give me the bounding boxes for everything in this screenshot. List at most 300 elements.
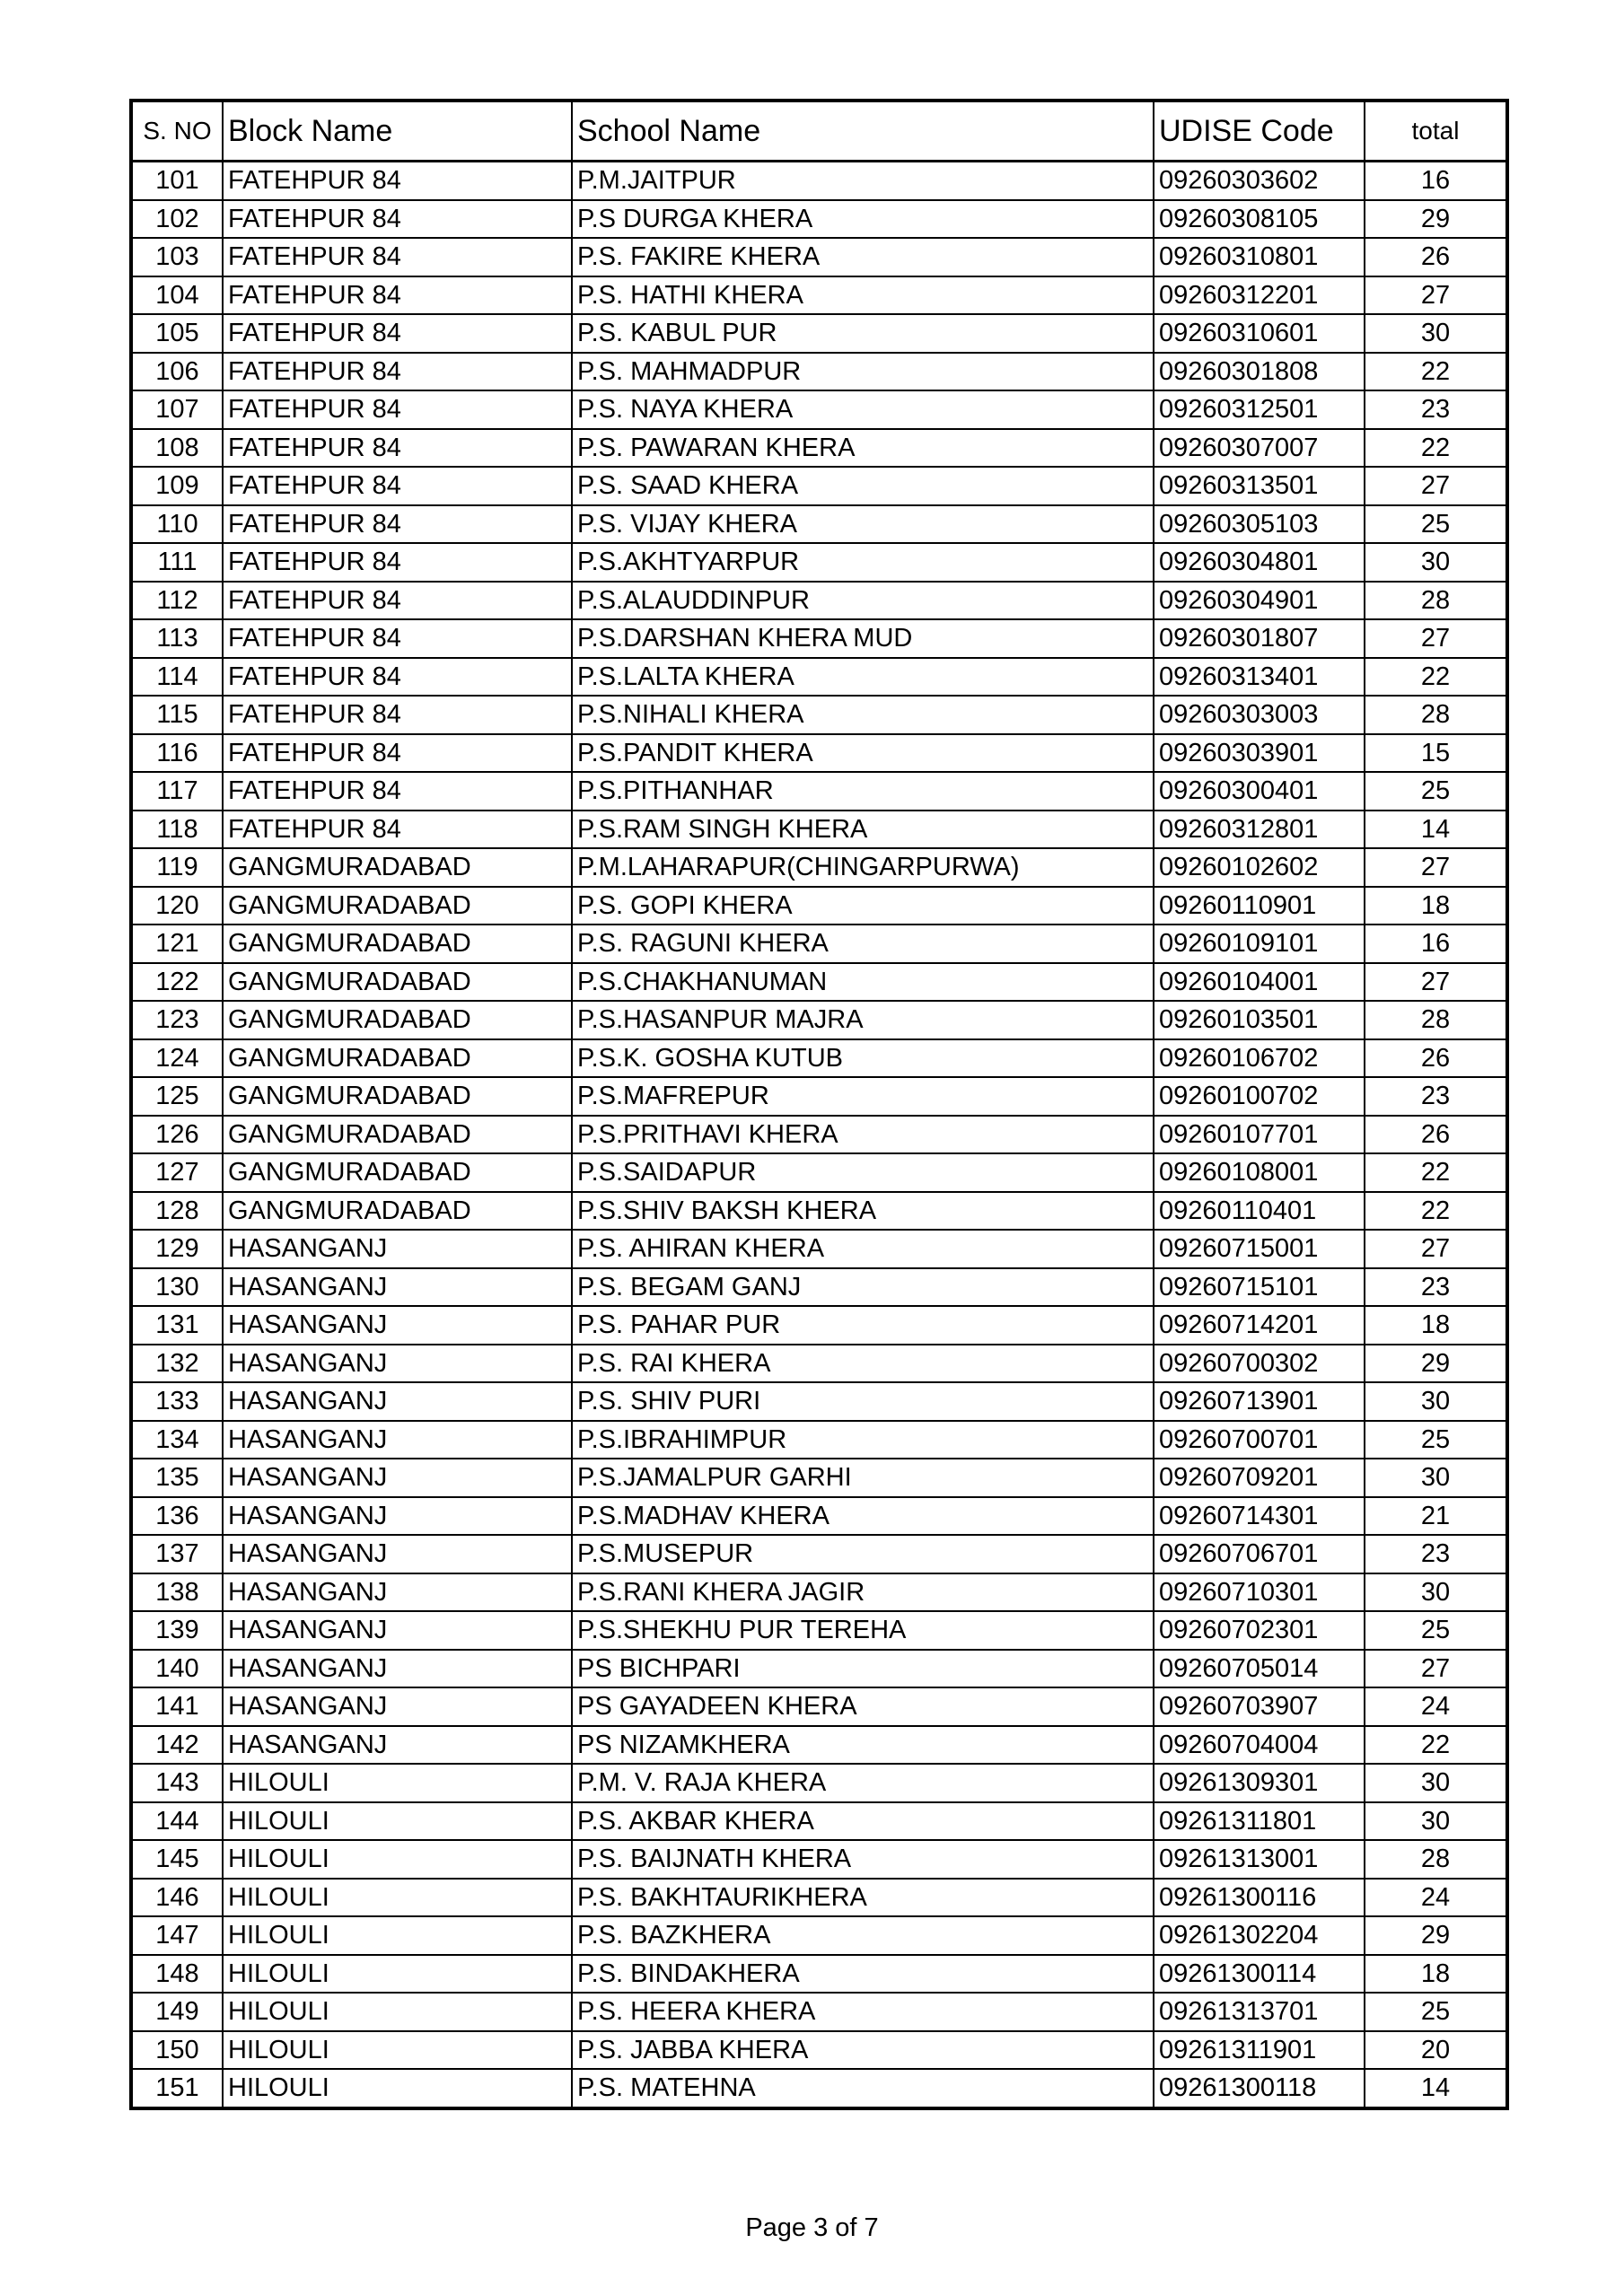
header-serial-number: S. NO bbox=[131, 101, 223, 162]
udise-code-cell: 09260709201 bbox=[1154, 1459, 1365, 1497]
block-name-cell: HILOULI bbox=[223, 1955, 572, 1994]
table-row bbox=[131, 1840, 1507, 1879]
school-name-cell: P.S. PAHAR PUR bbox=[572, 1306, 1154, 1345]
udise-code-cell: 09261300114 bbox=[1154, 1955, 1365, 1994]
udise-code-cell: 09260714301 bbox=[1154, 1497, 1365, 1536]
total-cell: 28 bbox=[1365, 1840, 1507, 1879]
total-cell: 30 bbox=[1365, 1382, 1507, 1421]
total-cell: 21 bbox=[1365, 1497, 1507, 1536]
total-cell: 27 bbox=[1365, 1230, 1507, 1268]
total-cell: 30 bbox=[1365, 543, 1507, 582]
serial-number-cell: 115 bbox=[131, 696, 223, 734]
block-name-cell: FATEHPUR 84 bbox=[223, 200, 572, 239]
school-name-cell: P.M.JAITPUR bbox=[572, 162, 1154, 200]
block-name-cell: GANGMURADABAD bbox=[223, 1039, 572, 1078]
udise-code-cell: 09260706701 bbox=[1154, 1535, 1365, 1573]
serial-number-cell: 141 bbox=[131, 1687, 223, 1726]
header-block-name: Block Name bbox=[223, 101, 572, 162]
serial-number-cell: 145 bbox=[131, 1840, 223, 1879]
table-row bbox=[131, 543, 1507, 582]
udise-code-cell: 09260700701 bbox=[1154, 1421, 1365, 1459]
serial-number-cell: 146 bbox=[131, 1879, 223, 1917]
table-row bbox=[131, 467, 1507, 505]
total-cell: 18 bbox=[1365, 1306, 1507, 1345]
serial-number-cell: 122 bbox=[131, 963, 223, 1002]
table-row bbox=[131, 811, 1507, 849]
header-school-name: School Name bbox=[572, 101, 1154, 162]
serial-number-cell: 133 bbox=[131, 1382, 223, 1421]
block-name-cell: GANGMURADABAD bbox=[223, 1116, 572, 1154]
udise-code-cell: 09260108001 bbox=[1154, 1153, 1365, 1192]
udise-code-cell: 09260714201 bbox=[1154, 1306, 1365, 1345]
table-row bbox=[131, 390, 1507, 429]
serial-number-cell: 105 bbox=[131, 314, 223, 353]
table-row bbox=[131, 1459, 1507, 1497]
block-name-cell: FATEHPUR 84 bbox=[223, 734, 572, 773]
total-cell: 23 bbox=[1365, 1268, 1507, 1307]
school-name-cell: P.S.SAIDAPUR bbox=[572, 1153, 1154, 1192]
serial-number-cell: 151 bbox=[131, 2069, 223, 2108]
serial-number-cell: 136 bbox=[131, 1497, 223, 1536]
udise-code-cell: 09260702301 bbox=[1154, 1611, 1365, 1650]
table-row bbox=[131, 429, 1507, 468]
header-total: total bbox=[1365, 101, 1507, 162]
serial-number-cell: 130 bbox=[131, 1268, 223, 1307]
udise-code-cell: 09260700302 bbox=[1154, 1345, 1365, 1383]
table-row bbox=[131, 1077, 1507, 1116]
block-name-cell: FATEHPUR 84 bbox=[223, 238, 572, 276]
udise-code-cell: 09260713901 bbox=[1154, 1382, 1365, 1421]
total-cell: 26 bbox=[1365, 238, 1507, 276]
udise-code-cell: 09261309301 bbox=[1154, 1764, 1365, 1802]
total-cell: 22 bbox=[1365, 353, 1507, 391]
school-name-cell: P.S.AKHTYARPUR bbox=[572, 543, 1154, 582]
school-name-cell: P.S. GOPI KHERA bbox=[572, 887, 1154, 925]
total-cell: 25 bbox=[1365, 1993, 1507, 2031]
block-name-cell: FATEHPUR 84 bbox=[223, 811, 572, 849]
school-name-cell: P.S.ALAUDDINPUR bbox=[572, 582, 1154, 620]
udise-code-cell: 09260304901 bbox=[1154, 582, 1365, 620]
total-cell: 27 bbox=[1365, 467, 1507, 505]
school-name-cell: P.S. PAWARAN KHERA bbox=[572, 429, 1154, 468]
udise-code-cell: 09261311801 bbox=[1154, 1802, 1365, 1841]
total-cell: 23 bbox=[1365, 1077, 1507, 1116]
table-row bbox=[131, 1039, 1507, 1078]
table-row bbox=[131, 582, 1507, 620]
total-cell: 29 bbox=[1365, 200, 1507, 239]
total-cell: 18 bbox=[1365, 887, 1507, 925]
serial-number-cell: 149 bbox=[131, 1993, 223, 2031]
udise-code-cell: 09260110901 bbox=[1154, 887, 1365, 925]
serial-number-cell: 150 bbox=[131, 2031, 223, 2070]
header-udise-code: UDISE Code bbox=[1154, 101, 1365, 162]
school-name-cell: P.S.HASANPUR MAJRA bbox=[572, 1001, 1154, 1039]
table-row bbox=[131, 2069, 1507, 2108]
udise-code-cell: 09261311901 bbox=[1154, 2031, 1365, 2070]
school-name-cell: P.S.RAM SINGH KHERA bbox=[572, 811, 1154, 849]
table-row bbox=[131, 353, 1507, 391]
block-name-cell: HILOULI bbox=[223, 1764, 572, 1802]
serial-number-cell: 110 bbox=[131, 505, 223, 544]
total-cell: 30 bbox=[1365, 1764, 1507, 1802]
block-name-cell: FATEHPUR 84 bbox=[223, 467, 572, 505]
total-cell: 14 bbox=[1365, 811, 1507, 849]
block-name-cell: FATEHPUR 84 bbox=[223, 772, 572, 811]
table-row bbox=[131, 200, 1507, 239]
table-row bbox=[131, 1497, 1507, 1536]
serial-number-cell: 128 bbox=[131, 1192, 223, 1231]
table-row bbox=[131, 1421, 1507, 1459]
school-table bbox=[129, 99, 1509, 2110]
block-name-cell: HASANGANJ bbox=[223, 1382, 572, 1421]
serial-number-cell: 126 bbox=[131, 1116, 223, 1154]
block-name-cell: HILOULI bbox=[223, 1840, 572, 1879]
serial-number-cell: 140 bbox=[131, 1650, 223, 1688]
school-name-cell: P.S.IBRAHIMPUR bbox=[572, 1421, 1154, 1459]
block-name-cell: GANGMURADABAD bbox=[223, 1001, 572, 1039]
block-name-cell: HASANGANJ bbox=[223, 1726, 572, 1765]
total-cell: 27 bbox=[1365, 1650, 1507, 1688]
udise-code-cell: 09260704004 bbox=[1154, 1726, 1365, 1765]
block-name-cell: FATEHPUR 84 bbox=[223, 276, 572, 315]
udise-code-cell: 09260715101 bbox=[1154, 1268, 1365, 1307]
serial-number-cell: 102 bbox=[131, 200, 223, 239]
block-name-cell: HASANGANJ bbox=[223, 1306, 572, 1345]
table-row bbox=[131, 772, 1507, 811]
serial-number-cell: 121 bbox=[131, 925, 223, 963]
udise-code-cell: 09260304801 bbox=[1154, 543, 1365, 582]
serial-number-cell: 114 bbox=[131, 658, 223, 697]
udise-code-cell: 09261300118 bbox=[1154, 2069, 1365, 2108]
serial-number-cell: 111 bbox=[131, 543, 223, 582]
school-name-cell: P.S.SHIV BAKSH KHERA bbox=[572, 1192, 1154, 1231]
block-name-cell: HASANGANJ bbox=[223, 1459, 572, 1497]
school-name-cell: P.S. BAIJNATH KHERA bbox=[572, 1840, 1154, 1879]
block-name-cell: FATEHPUR 84 bbox=[223, 696, 572, 734]
udise-code-cell: 09260312201 bbox=[1154, 276, 1365, 315]
udise-code-cell: 09260303003 bbox=[1154, 696, 1365, 734]
block-name-cell: HILOULI bbox=[223, 1802, 572, 1841]
table-row bbox=[131, 887, 1507, 925]
table-row bbox=[131, 1153, 1507, 1192]
table-row bbox=[131, 658, 1507, 697]
serial-number-cell: 101 bbox=[131, 162, 223, 200]
school-name-cell: P.S.MAFREPUR bbox=[572, 1077, 1154, 1116]
school-name-cell: P.S DURGA KHERA bbox=[572, 200, 1154, 239]
udise-code-cell: 09260301808 bbox=[1154, 353, 1365, 391]
total-cell: 30 bbox=[1365, 1459, 1507, 1497]
school-name-cell: PS BICHPARI bbox=[572, 1650, 1154, 1688]
block-name-cell: HASANGANJ bbox=[223, 1497, 572, 1536]
table-row bbox=[131, 1650, 1507, 1688]
total-cell: 27 bbox=[1365, 276, 1507, 315]
udise-code-cell: 09260103501 bbox=[1154, 1001, 1365, 1039]
udise-code-cell: 09261302204 bbox=[1154, 1916, 1365, 1955]
table-row bbox=[131, 696, 1507, 734]
block-name-cell: HILOULI bbox=[223, 1916, 572, 1955]
block-name-cell: HASANGANJ bbox=[223, 1611, 572, 1650]
udise-code-cell: 09260313501 bbox=[1154, 467, 1365, 505]
total-cell: 25 bbox=[1365, 1421, 1507, 1459]
udise-code-cell: 09261313001 bbox=[1154, 1840, 1365, 1879]
school-name-cell: P.S.MUSEPUR bbox=[572, 1535, 1154, 1573]
udise-code-cell: 09260312801 bbox=[1154, 811, 1365, 849]
total-cell: 27 bbox=[1365, 619, 1507, 658]
total-cell: 22 bbox=[1365, 658, 1507, 697]
serial-number-cell: 123 bbox=[131, 1001, 223, 1039]
table-row bbox=[131, 1879, 1507, 1917]
block-name-cell: FATEHPUR 84 bbox=[223, 353, 572, 391]
table-header bbox=[131, 101, 1507, 162]
school-name-cell: P.S. VIJAY KHERA bbox=[572, 505, 1154, 544]
school-name-cell: P.S.DARSHAN KHERA MUD bbox=[572, 619, 1154, 658]
total-cell: 25 bbox=[1365, 505, 1507, 544]
udise-code-cell: 09260303602 bbox=[1154, 162, 1365, 200]
serial-number-cell: 147 bbox=[131, 1916, 223, 1955]
table-row bbox=[131, 1916, 1507, 1955]
school-name-cell: P.M.LAHARAPUR(CHINGARPURWA) bbox=[572, 848, 1154, 887]
block-name-cell: FATEHPUR 84 bbox=[223, 390, 572, 429]
total-cell: 28 bbox=[1365, 1001, 1507, 1039]
serial-number-cell: 139 bbox=[131, 1611, 223, 1650]
table-row bbox=[131, 1001, 1507, 1039]
serial-number-cell: 103 bbox=[131, 238, 223, 276]
total-cell: 30 bbox=[1365, 314, 1507, 353]
serial-number-cell: 135 bbox=[131, 1459, 223, 1497]
total-cell: 26 bbox=[1365, 1116, 1507, 1154]
total-cell: 27 bbox=[1365, 963, 1507, 1002]
table-row bbox=[131, 314, 1507, 353]
table-row bbox=[131, 1382, 1507, 1421]
block-name-cell: HILOULI bbox=[223, 2031, 572, 2070]
school-name-cell: P.S.RANI KHERA JAGIR bbox=[572, 1573, 1154, 1612]
table-row bbox=[131, 2031, 1507, 2070]
total-cell: 15 bbox=[1365, 734, 1507, 773]
serial-number-cell: 112 bbox=[131, 582, 223, 620]
table-row bbox=[131, 162, 1507, 200]
total-cell: 23 bbox=[1365, 1535, 1507, 1573]
school-name-cell: P.S. SHIV PURI bbox=[572, 1382, 1154, 1421]
school-name-cell: P.S. BAZKHERA bbox=[572, 1916, 1154, 1955]
udise-code-cell: 09260110401 bbox=[1154, 1192, 1365, 1231]
block-name-cell: GANGMURADABAD bbox=[223, 1077, 572, 1116]
block-name-cell: GANGMURADABAD bbox=[223, 925, 572, 963]
total-cell: 24 bbox=[1365, 1879, 1507, 1917]
block-name-cell: HASANGANJ bbox=[223, 1230, 572, 1268]
udise-code-cell: 09260705014 bbox=[1154, 1650, 1365, 1688]
udise-code-cell: 09260301807 bbox=[1154, 619, 1365, 658]
table-row bbox=[131, 1116, 1507, 1154]
school-name-cell: P.S. AKBAR KHERA bbox=[572, 1802, 1154, 1841]
table-row bbox=[131, 1802, 1507, 1841]
page-number: Page 3 of 7 bbox=[745, 2213, 879, 2242]
serial-number-cell: 137 bbox=[131, 1535, 223, 1573]
serial-number-cell: 131 bbox=[131, 1306, 223, 1345]
school-name-cell: P.S. HEERA KHERA bbox=[572, 1993, 1154, 2031]
school-name-cell: P.S.K. GOSHA KUTUB bbox=[572, 1039, 1154, 1078]
serial-number-cell: 134 bbox=[131, 1421, 223, 1459]
serial-number-cell: 109 bbox=[131, 467, 223, 505]
udise-code-cell: 09261313701 bbox=[1154, 1993, 1365, 2031]
serial-number-cell: 148 bbox=[131, 1955, 223, 1994]
table-row bbox=[131, 1306, 1507, 1345]
udise-code-cell: 09260710301 bbox=[1154, 1573, 1365, 1612]
block-name-cell: HASANGANJ bbox=[223, 1687, 572, 1726]
udise-code-cell: 09260102602 bbox=[1154, 848, 1365, 887]
serial-number-cell: 144 bbox=[131, 1802, 223, 1841]
total-cell: 29 bbox=[1365, 1916, 1507, 1955]
table-row bbox=[131, 276, 1507, 315]
block-name-cell: FATEHPUR 84 bbox=[223, 658, 572, 697]
total-cell: 28 bbox=[1365, 582, 1507, 620]
table-row bbox=[131, 1192, 1507, 1231]
block-name-cell: FATEHPUR 84 bbox=[223, 619, 572, 658]
serial-number-cell: 138 bbox=[131, 1573, 223, 1612]
school-name-cell: P.S.CHAKHANUMAN bbox=[572, 963, 1154, 1002]
total-cell: 28 bbox=[1365, 696, 1507, 734]
udise-code-cell: 09260109101 bbox=[1154, 925, 1365, 963]
block-name-cell: HASANGANJ bbox=[223, 1345, 572, 1383]
total-cell: 22 bbox=[1365, 1726, 1507, 1765]
udise-code-cell: 09261300116 bbox=[1154, 1879, 1365, 1917]
serial-number-cell: 124 bbox=[131, 1039, 223, 1078]
total-cell: 16 bbox=[1365, 162, 1507, 200]
block-name-cell: HILOULI bbox=[223, 1879, 572, 1917]
table-row bbox=[131, 1726, 1507, 1765]
block-name-cell: FATEHPUR 84 bbox=[223, 429, 572, 468]
serial-number-cell: 125 bbox=[131, 1077, 223, 1116]
table-row bbox=[131, 1268, 1507, 1307]
udise-code-cell: 09260307007 bbox=[1154, 429, 1365, 468]
block-name-cell: GANGMURADABAD bbox=[223, 1153, 572, 1192]
serial-number-cell: 108 bbox=[131, 429, 223, 468]
school-name-cell: P.S. NAYA KHERA bbox=[572, 390, 1154, 429]
block-name-cell: GANGMURADABAD bbox=[223, 963, 572, 1002]
header-row bbox=[131, 101, 1507, 162]
udise-code-cell: 09260310801 bbox=[1154, 238, 1365, 276]
block-name-cell: HASANGANJ bbox=[223, 1535, 572, 1573]
table-row bbox=[131, 238, 1507, 276]
school-name-cell: P.S. HATHI KHERA bbox=[572, 276, 1154, 315]
block-name-cell: FATEHPUR 84 bbox=[223, 582, 572, 620]
total-cell: 24 bbox=[1365, 1687, 1507, 1726]
school-name-cell: P.S.NIHALI KHERA bbox=[572, 696, 1154, 734]
block-name-cell: FATEHPUR 84 bbox=[223, 314, 572, 353]
udise-code-cell: 09260303901 bbox=[1154, 734, 1365, 773]
school-name-cell: P.S.PANDIT KHERA bbox=[572, 734, 1154, 773]
total-cell: 22 bbox=[1365, 1153, 1507, 1192]
total-cell: 25 bbox=[1365, 772, 1507, 811]
table-row bbox=[131, 925, 1507, 963]
school-name-cell: P.S. MAHMADPUR bbox=[572, 353, 1154, 391]
table-row bbox=[131, 1993, 1507, 2031]
block-name-cell: HASANGANJ bbox=[223, 1650, 572, 1688]
block-name-cell: HASANGANJ bbox=[223, 1268, 572, 1307]
udise-code-cell: 09260703907 bbox=[1154, 1687, 1365, 1726]
school-name-cell: P.S. FAKIRE KHERA bbox=[572, 238, 1154, 276]
block-name-cell: GANGMURADABAD bbox=[223, 1192, 572, 1231]
total-cell: 14 bbox=[1365, 2069, 1507, 2108]
table-row bbox=[131, 1345, 1507, 1383]
block-name-cell: HILOULI bbox=[223, 2069, 572, 2108]
serial-number-cell: 127 bbox=[131, 1153, 223, 1192]
block-name-cell: HASANGANJ bbox=[223, 1421, 572, 1459]
block-name-cell: FATEHPUR 84 bbox=[223, 543, 572, 582]
block-name-cell: GANGMURADABAD bbox=[223, 848, 572, 887]
school-name-cell: P.S. RAGUNI KHERA bbox=[572, 925, 1154, 963]
udise-code-cell: 09260300401 bbox=[1154, 772, 1365, 811]
table-row bbox=[131, 963, 1507, 1002]
total-cell: 22 bbox=[1365, 1192, 1507, 1231]
table-row bbox=[131, 848, 1507, 887]
total-cell: 23 bbox=[1365, 390, 1507, 429]
table-body bbox=[131, 162, 1507, 2108]
school-name-cell: P.S.SHEKHU PUR TEREHA bbox=[572, 1611, 1154, 1650]
school-name-cell: P.S. BINDAKHERA bbox=[572, 1955, 1154, 1994]
serial-number-cell: 120 bbox=[131, 887, 223, 925]
serial-number-cell: 104 bbox=[131, 276, 223, 315]
total-cell: 30 bbox=[1365, 1573, 1507, 1612]
serial-number-cell: 132 bbox=[131, 1345, 223, 1383]
table-row bbox=[131, 1611, 1507, 1650]
total-cell: 26 bbox=[1365, 1039, 1507, 1078]
table-row bbox=[131, 505, 1507, 544]
table-row bbox=[131, 734, 1507, 773]
table-row bbox=[131, 1535, 1507, 1573]
table-row bbox=[131, 1955, 1507, 1994]
total-cell: 20 bbox=[1365, 2031, 1507, 2070]
serial-number-cell: 107 bbox=[131, 390, 223, 429]
school-name-cell: P.S. AHIRAN KHERA bbox=[572, 1230, 1154, 1268]
table-row bbox=[131, 1764, 1507, 1802]
school-name-cell: P.S. BEGAM GANJ bbox=[572, 1268, 1154, 1307]
serial-number-cell: 143 bbox=[131, 1764, 223, 1802]
school-name-cell: PS NIZAMKHERA bbox=[572, 1726, 1154, 1765]
serial-number-cell: 129 bbox=[131, 1230, 223, 1268]
school-name-cell: P.S. JABBA KHERA bbox=[572, 2031, 1154, 2070]
table-row bbox=[131, 619, 1507, 658]
udise-code-cell: 09260312501 bbox=[1154, 390, 1365, 429]
total-cell: 29 bbox=[1365, 1345, 1507, 1383]
udise-code-cell: 09260106702 bbox=[1154, 1039, 1365, 1078]
block-name-cell: HILOULI bbox=[223, 1993, 572, 2031]
udise-code-cell: 09260310601 bbox=[1154, 314, 1365, 353]
school-name-cell: P.S. KABUL PUR bbox=[572, 314, 1154, 353]
serial-number-cell: 142 bbox=[131, 1726, 223, 1765]
serial-number-cell: 119 bbox=[131, 848, 223, 887]
block-name-cell: FATEHPUR 84 bbox=[223, 162, 572, 200]
udise-code-cell: 09260100702 bbox=[1154, 1077, 1365, 1116]
school-name-cell: PS GAYADEEN KHERA bbox=[572, 1687, 1154, 1726]
school-name-cell: P.S.PRITHAVI KHERA bbox=[572, 1116, 1154, 1154]
total-cell: 27 bbox=[1365, 848, 1507, 887]
serial-number-cell: 118 bbox=[131, 811, 223, 849]
table-row bbox=[131, 1687, 1507, 1726]
block-name-cell: GANGMURADABAD bbox=[223, 887, 572, 925]
serial-number-cell: 117 bbox=[131, 772, 223, 811]
table-row bbox=[131, 1230, 1507, 1268]
udise-code-cell: 09260104001 bbox=[1154, 963, 1365, 1002]
total-cell: 16 bbox=[1365, 925, 1507, 963]
udise-code-cell: 09260305103 bbox=[1154, 505, 1365, 544]
udise-code-cell: 09260313401 bbox=[1154, 658, 1365, 697]
serial-number-cell: 106 bbox=[131, 353, 223, 391]
school-name-cell: P.M. V. RAJA KHERA bbox=[572, 1764, 1154, 1802]
school-name-cell: P.S.LALTA KHERA bbox=[572, 658, 1154, 697]
total-cell: 30 bbox=[1365, 1802, 1507, 1841]
block-name-cell: FATEHPUR 84 bbox=[223, 505, 572, 544]
total-cell: 22 bbox=[1365, 429, 1507, 468]
